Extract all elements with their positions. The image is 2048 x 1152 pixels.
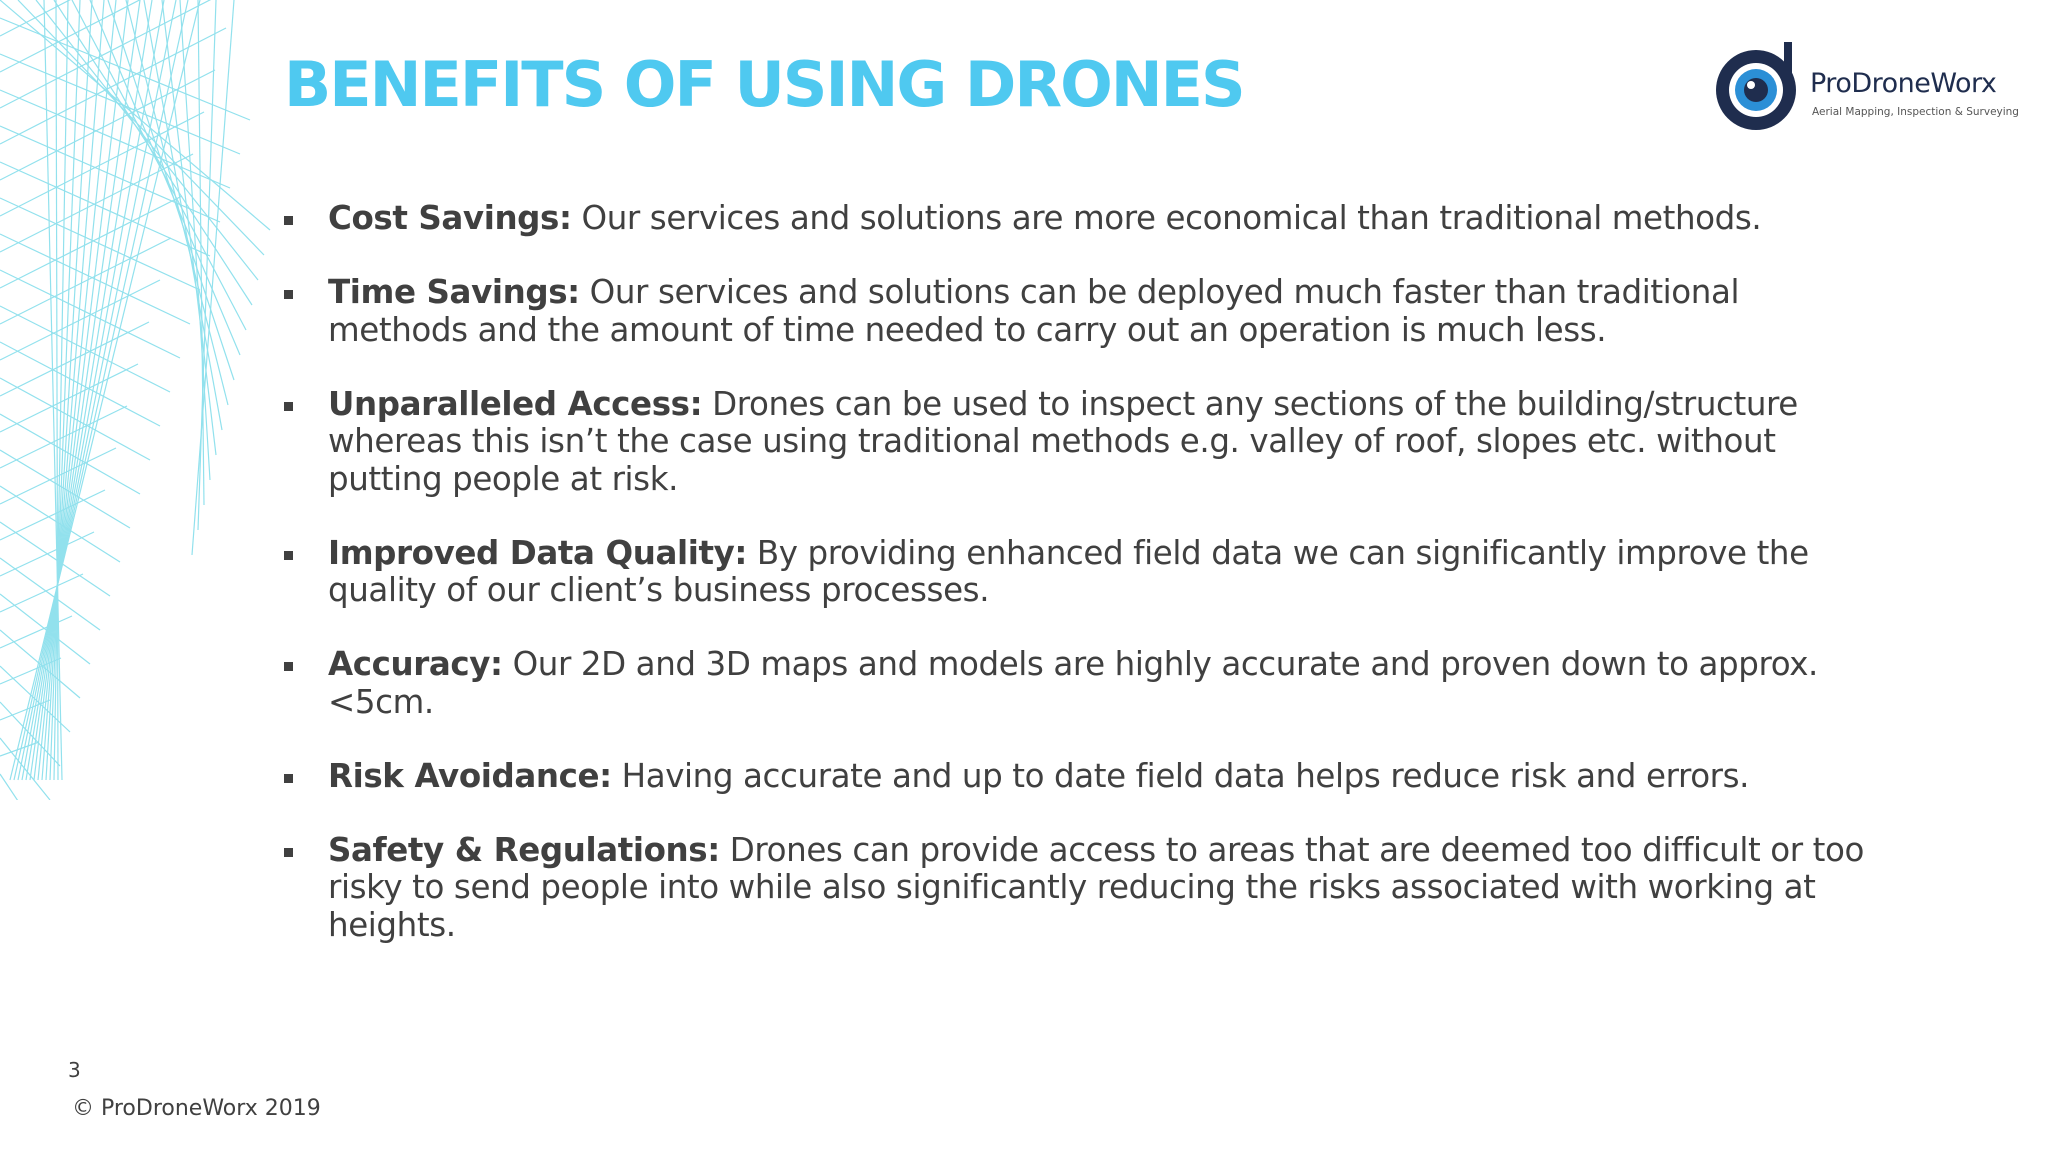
- bullet-text: Our services and solutions can be deployed much faster than traditional methods and the amount of time needed to carry out an operation is much less.: [328, 273, 1740, 349]
- list-item: [284, 535, 1884, 610]
- bullet-lead: Improved Data Quality:: [328, 533, 747, 572]
- page-number: 3: [68, 1058, 81, 1082]
- slide-title: BENEFITS OF USING DRONES: [284, 48, 1244, 121]
- benefits-list: [284, 200, 1884, 981]
- list-item: [284, 274, 1884, 349]
- bullet-square-icon: [284, 290, 293, 299]
- bullet-text: Drones can provide access to areas that are deemed too difficult or too risky to send people into while also significantly reducing the risks associated with working at heights.: [328, 830, 1864, 944]
- bullet-lead: Safety & Regulations:: [328, 830, 720, 869]
- bullet-square-icon: [284, 774, 293, 783]
- bullet-lead: Time Savings:: [328, 273, 580, 311]
- logo-name: ProDroneWorx: [1810, 68, 1997, 99]
- list-item: [284, 646, 1884, 721]
- list-item: [284, 200, 1884, 238]
- bullet-square-icon: [284, 402, 293, 411]
- bullet-square-icon: [284, 848, 293, 857]
- bullet-text: Having accurate and up to date field data helps reduce risk and errors.: [611, 756, 1750, 795]
- bullet-text: By providing enhanced field data we can significantly improve the quality of our client’s business processes.: [328, 533, 1809, 609]
- bullet-text: Our 2D and 3D maps and models are highly accurate and proven down to approx. <5cm.: [328, 645, 1818, 721]
- copyright-text: © ProDroneWorx 2019: [72, 1096, 321, 1121]
- bullet-text: Drones can be used to inspect any sections of the building/structure whereas this isn’t the case using traditional methods e.g. valley of roof, slopes etc. without putting people at risk.: [328, 384, 1798, 498]
- bullet-square-icon: [284, 662, 293, 671]
- logo-tagline: Aerial Mapping, Inspection & Surveying: [1812, 106, 2019, 118]
- wireframe-decoration: [0, 0, 290, 800]
- list-item: [284, 832, 1884, 945]
- drone-eye-icon: [1712, 40, 1806, 134]
- company-logo: [1712, 40, 2032, 134]
- bullet-lead: Cost Savings:: [328, 199, 572, 237]
- bullet-lead: Accuracy:: [328, 645, 503, 683]
- list-item: [284, 386, 1884, 499]
- list-item: [284, 758, 1884, 796]
- bullet-square-icon: [284, 216, 293, 225]
- bullet-text: Our services and solutions are more economical than traditional methods.: [571, 199, 1762, 237]
- bullet-lead: Risk Avoidance:: [328, 756, 612, 795]
- bullet-square-icon: [284, 551, 293, 560]
- bullet-lead: Unparalleled Access:: [328, 384, 703, 423]
